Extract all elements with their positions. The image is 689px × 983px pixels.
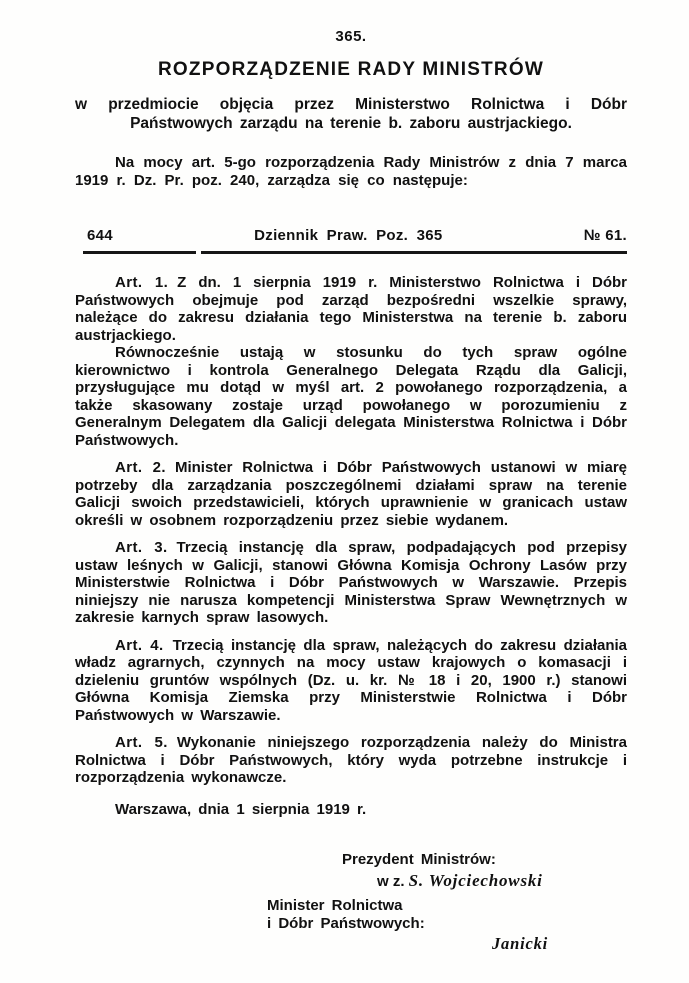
preamble-paragraph: Na mocy art. 5-go rozporządzenia Rady Ministrów z dnia 7 marca 1919 r. Dz. Pr. poz. 240, zarządza się co następuje:: [75, 154, 627, 189]
article-2: [75, 459, 627, 529]
running-header-issue-number: № 61.: [583, 227, 627, 244]
article-5-text: Wykonanie niniejszego rozporządzenia należy do Ministra Rolnictwa i Dóbr Państwowych, który wyda potrzebne instrukcje i rozporządzenia wykonawcze.: [75, 734, 627, 786]
article-3-text: Trzecią instancję dla spraw, podpadających pod przepisy ustaw leśnych w Galicji, stanowi Główna Komisja Ochrony Lasów przy Ministerstwie Rolnictwa i Dóbr Państwowych w Warszawie. Przepis niniejszy nie narusza kompetencji Ministerstwa Spraw Wewnętrznych w zakresie karnych spraw lasowych.: [75, 539, 627, 626]
running-header: [75, 227, 627, 244]
dateline: Warszawa, dnia 1 sierpnia 1919 r.: [115, 800, 367, 818]
document-title: ROZPORZĄDZENIE RADY MINISTRÓW: [158, 59, 544, 80]
article-2-paragraph: [75, 459, 627, 529]
article-1-paragraph-1: [75, 274, 627, 344]
article-1-paragraph-2: Równocześnie ustają w stosunku do tych spraw ogólne kierownictwo i kontrola Generalnego Delegata Rządu dla Galicji, przysługujące mu dotąd w myśl art. 2 powołanego rozporządzenia, a także skasowany zostaje urząd powołanego w porozumieniu z Generalnym Delegatem dla Galicji delegata Ministerstwa Rolnictwa i Dóbr Państwowych.: [75, 344, 627, 449]
signature-minister-title-line1: Minister Rolnictwa: [267, 896, 403, 914]
signature-president-name-italic: S. Wojciechowski: [408, 870, 543, 890]
article-5-label: Art. 5.: [115, 734, 168, 751]
article-1-text: Z dn. 1 sierpnia 1919 r. Ministerstwo Rolnictwa i Dóbr Państwowych obejmuje pod zarząd bezpośredni wszelkie sprawy, należące do zakresu działania tego Ministerstwa na terenie b. zaboru austrjackiego.: [75, 274, 627, 344]
article-1-label: Art. 1.: [115, 274, 169, 291]
article-4-text: Trzecią instancję dla spraw, należących do zakresu działania władz agrarnych, czynnych na mocy ustaw krajowych o komasacji i dzieleniu gruntów wspólnych (Dz. u. kr. № 18 i 20, 1900 r.) stanowi Główna Komisja Ziemska przy Ministerstwie Rolnictwa i Dóbr Państwowych w Warszawie.: [75, 636, 627, 724]
article-3-label: Art. 3.: [115, 539, 168, 556]
article-2-text: Minister Rolnictwa i Dóbr Państwowych ustanowi w miarę potrzeby dla zarządzania poszczególnemi działami spraw na terenie Galicji swoich przedstawicieli, których uprawnienie w granicach ustaw określi w osobnem rozporządzeniu przez siebie wydanem.: [75, 459, 627, 529]
signature-president-name: [75, 871, 627, 891]
article-2-label: Art. 2.: [115, 459, 166, 476]
running-header-page-number: 644: [87, 227, 113, 244]
article-1: [75, 274, 627, 449]
signature-minister-name-italic: Janicki: [492, 933, 549, 953]
signature-president-name-prefix: w z.: [377, 872, 409, 890]
article-3-paragraph: [75, 539, 627, 627]
article-5-paragraph: [75, 734, 627, 787]
article-4-paragraph: [75, 637, 627, 725]
header-divider-rule: [75, 251, 627, 254]
signature-president-title: Prezydent Ministrów:: [342, 850, 496, 868]
header-rule-right-segment: [201, 251, 627, 254]
document-subtitle: w przedmiocie objęcia przez Ministerstwo Rolnictwa i Dóbr Państwowych zarządu na terenie b. zaboru austrjackiego.: [75, 96, 627, 132]
running-header-journal-title: Dziennik Praw. Poz. 365: [254, 227, 443, 244]
article-4-label: Art. 4.: [115, 636, 164, 654]
signature-minister-name: [267, 935, 627, 954]
signature-minister-title-line2: i Dóbr Państwowych:: [267, 914, 425, 932]
signature-minister-title: [75, 897, 627, 954]
articles-section: [75, 274, 627, 787]
article-3: [75, 539, 627, 627]
article-5: [75, 734, 627, 787]
header-rule-left-segment: [83, 251, 196, 254]
document-number: 365.: [335, 28, 367, 45]
article-4: [75, 637, 627, 725]
